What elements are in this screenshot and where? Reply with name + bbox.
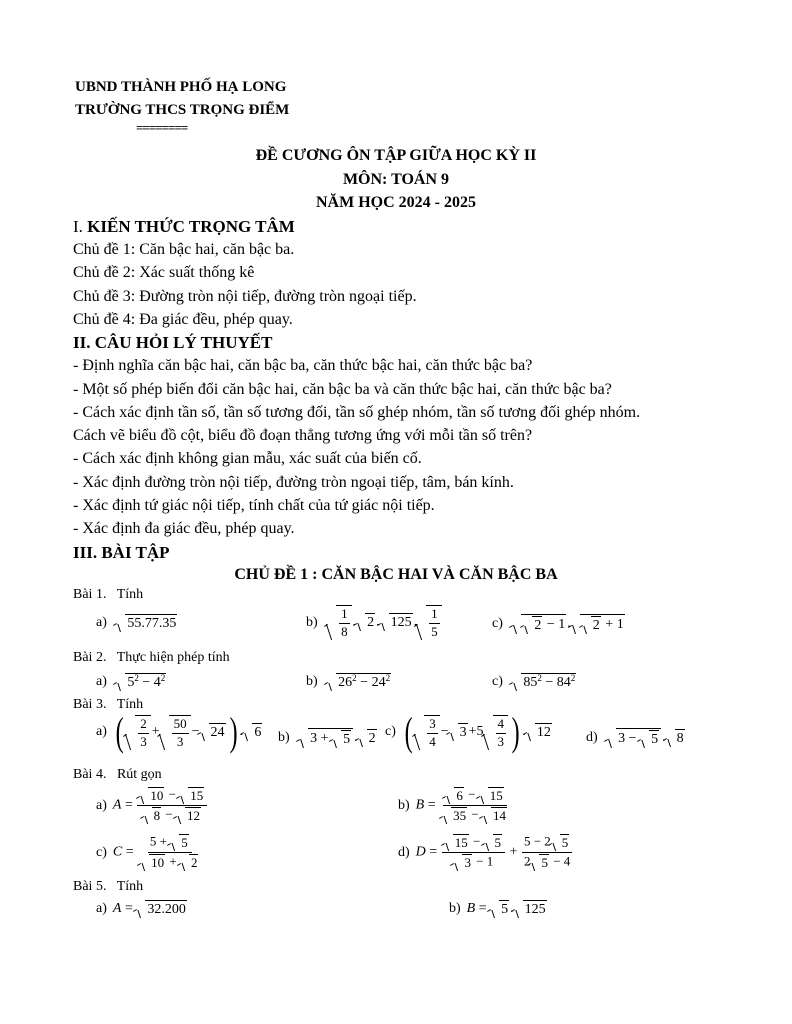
exercise-4d: d) D = 15 − 5 3 − 1 + 5 − 2 5 2 5 − 4 [398,833,571,870]
item-label: c) [492,616,503,632]
org-line-1: UBND THÀNH PHỐ HẠ LONG [75,79,287,95]
exercise-2a: a) $5^2 - 4^2$ [96,673,166,690]
exercise-3b: b) 3 + 5 . 2 [278,728,378,748]
topic-item: Chủ đề 2: Xác suất thống kê [73,264,255,281]
item-label: b) [306,674,318,690]
item-label: b) [306,614,318,630]
section-3-heading: III. BÀI TẬP [73,543,170,562]
item-label: c) [96,844,107,860]
exercise-3c: c) ( $\frac{3}{4}$ − 3 +5 $\frac{4}{3}$ ) . 12 [385,709,551,754]
theory-item: Cách vẽ biểu đồ cột, biểu đồ đoạn thẳng tương ứng với mỗi tần số trên? [73,427,533,444]
exercise-2c: c) $85^2 - 84^2$ [492,673,576,690]
exercise-task: Tính [116,697,144,712]
item-label: a) [96,724,107,740]
exercise-4b: b) B = 6 − 15 35 − 14 [398,786,506,823]
theory-item: - Xác định đa giác đều, phép quay. [73,520,295,537]
exercise-4c: c) C = 5 + 5 10 + 2 [96,833,198,870]
theory-item: - Xác định tứ giác nội tiếp, tính chất của tứ giác nội tiếp. [73,497,435,514]
item-label: a) [96,901,107,917]
topic-item: Chủ đề 1: Căn bậc hai, căn bậc ba. [73,241,295,258]
exercise-label: Bài 2. [73,650,107,665]
exercise-1-heading [73,587,143,603]
exercise-5b: b) B = 5 . 125 [449,901,546,917]
item-label: d) [586,730,598,746]
section-1-heading [73,217,295,237]
exercise-5-heading [73,879,143,895]
theory-item: - Xác định đường tròn nội tiếp, đường tròn ngoại tiếp, tâm, bán kính. [73,474,514,491]
org-line-2: TRƯỜNG THCS TRỌNG ĐIỂM [75,102,290,118]
item-label: a) [96,797,107,813]
exercise-3d: d) 3 − 5 . 8 [586,728,686,748]
expression-5a: 32.200 [147,902,186,917]
section-1-title: KIẾN THỨC TRỌNG TÂM [87,217,295,236]
exercise-3a: a) ( $\frac{2}{3}$ + $\frac{50}{3}$ − 24 ) . 6 [96,709,262,754]
topic-item: Chủ đề 3: Đường tròn nội tiếp, đường tròn ngoại tiếp. [73,288,417,305]
exercise-task: Rút gọn [116,767,162,782]
theory-item: - Định nghĩa căn bậc hai, căn bậc ba, căn thức bậc hai, căn thức bậc ba? [73,357,533,374]
exercise-2b: b) $26^2 - 24^2$ [306,673,391,690]
exercise-task: Thực hiện phép tính [116,650,230,665]
school-year: NĂM HỌC 2024 - 2025 [316,194,476,211]
topic-1-title: CHỦ ĐỀ 1 : CĂN BẬC HAI VÀ CĂN BẬC BA [234,566,558,583]
exercise-task: Tính [116,587,144,602]
theory-item: - Cách xác định không gian mẫu, xác suất của biến cố. [73,450,422,467]
exercise-label: Bài 5. [73,879,107,894]
item-label: c) [385,724,396,740]
exercise-label: Bài 3. [73,697,107,712]
exercise-2-heading [73,650,230,666]
theory-item: - Cách xác định tần số, tần số tương đối, tần số ghép nhóm, tần số tương đối ghép nhóm. [73,404,641,421]
exercise-1c: c) 2 − 1 . 2 + 1 [492,614,626,634]
item-label: b) [398,797,410,813]
expression-1a: 55.77.35 [127,616,177,631]
item-label: c) [492,674,503,690]
item-label: a) [96,615,107,631]
exercise-4-heading [73,767,162,783]
item-label: a) [96,674,107,690]
exercise-1b: b) $\frac{1}{8}$ . 2 . 125 . $\frac{1}{5}$ [306,605,443,640]
exercise-3-heading [73,697,143,713]
item-label: b) [449,901,461,917]
exercise-4a: a) A = 10 − 15 8 − 12 [96,787,208,824]
exercise-5a: a) A = 32.200 [96,901,186,917]
theory-item: - Một số phép biến đổi căn bậc hai, căn bậc ba và căn thức bậc hai, căn thức bậc ba? [73,381,612,398]
subject-line: MÔN: TOÁN 9 [342,171,450,188]
section-2-heading: II. CÂU HỎI LÝ THUYẾT [73,333,273,352]
exercise-label: Bài 1. [73,587,107,602]
item-label: d) [398,844,410,860]
document-title: ĐỀ CƯƠNG ÔN TẬP GIỮA HỌC KỲ II [255,147,537,164]
topic-item: Chủ đề 4: Đa giác đều, phép quay. [73,311,293,328]
section-1-prefix: I. [73,217,83,236]
item-label: b) [278,730,290,746]
exercise-label: Bài 4. [73,767,107,782]
exercise-task: Tính [116,879,144,894]
exercise-1a [96,614,178,632]
header-divider: ======== [136,120,188,135]
